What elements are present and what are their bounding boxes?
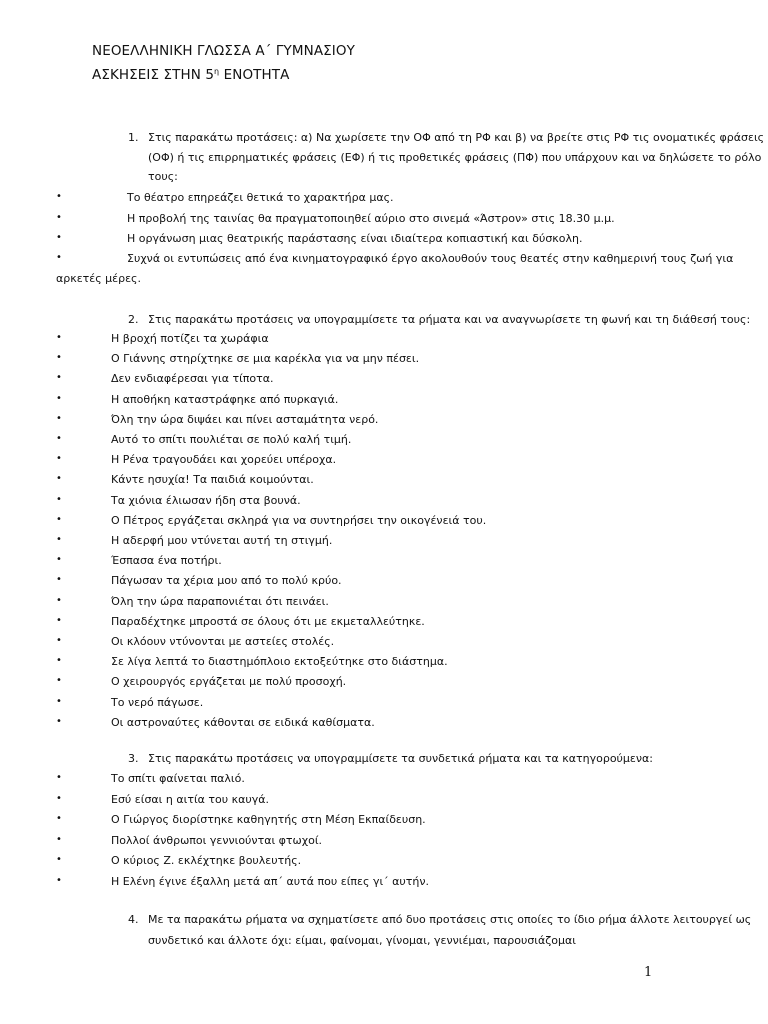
list-item-text: Αυτό το σπίτι πουλιέται σε πολύ καλή τιμή.	[111, 433, 352, 446]
list-item-text: Το θέατρο επηρεάζει θετικά το χαρακτήρα μας.	[127, 191, 394, 204]
bullet-icon: •	[56, 574, 62, 586]
bullet-icon: •	[56, 655, 62, 667]
list-item-text: Τα χιόνια έλιωσαν ήδη στα βουνά.	[111, 493, 301, 507]
bullet-icon: •	[56, 813, 62, 825]
bullet-icon: •	[56, 772, 62, 783]
question-number: 2.	[128, 313, 139, 326]
list-item-text: Η βροχή ποτίζει τα χωράφια	[111, 332, 269, 345]
bullet-icon: •	[56, 513, 62, 525]
list-item-text: Πολλοί άνθρωποι γεννιούνται φτωχοί.	[111, 833, 323, 847]
bullet-icon: •	[56, 792, 62, 804]
list-item-text: Ο χειρουργός εργάζεται με πολύ προσοχή.	[111, 675, 347, 689]
subtitle-text: ΑΣΚΗΣΕΙΣ ΣΤΗΝ 5	[92, 67, 215, 83]
bullet-icon: •	[56, 675, 62, 687]
page-number: 1	[644, 965, 653, 980]
bullet-icon: •	[56, 352, 62, 364]
list-item-text: Κάντε ησυχία! Τα παιδιά κοιμούνται.	[111, 473, 314, 487]
list-item-text: Ο Γιώργος διορίστηκε καθηγητής στη Μέση Εκπαίδευση.	[111, 813, 426, 827]
list-item-text: Ο Πέτρος εργάζεται σκληρά για να συντηρήσει την οικογένειά του.	[111, 513, 487, 527]
list-item-text: Πάγωσαν τα χέρια μου από το πολύ κρύο.	[111, 574, 342, 588]
list-item-text: Εσύ είσαι η αιτία του καυγά.	[111, 792, 269, 806]
list-item-text: Το σπίτι φαίνεται παλιό.	[111, 772, 245, 785]
bullet-icon: •	[56, 191, 62, 202]
list-item-text: Σε λίγα λεπτά το διαστημόπλοιο εκτοξεύτηκε στο διάστημα.	[111, 655, 448, 669]
list-item-text: Όλη την ώρα διψάει και πίνει ασταμάτητα νερό.	[111, 412, 379, 426]
bullet-icon: •	[56, 695, 62, 707]
bullet-icon: •	[56, 453, 62, 465]
bullet-icon: •	[56, 232, 62, 243]
document-title: ΝΕΟΕΛΛΗΝΙΚΗ ΓΛΩΣΣΑ Α΄ ΓΥΜΝΑΣΙΟΥ	[92, 43, 355, 59]
list-item-text: Παραδέχτηκε μπροστά σε όλους ότι με εκμεταλλεύτηκε.	[111, 614, 425, 628]
question-4-text-line1: Με τα παρακάτω ρήματα να σχηματίσετε από δυο προτάσεις στις οποίες το ίδιο ρήμα άλλοτε λειτουργεί ως	[148, 913, 752, 926]
bullet-icon: •	[56, 594, 62, 606]
bullet-icon: •	[56, 534, 62, 545]
question-number: 3.	[128, 752, 139, 765]
bullet-icon: •	[56, 372, 62, 384]
bullet-icon: •	[56, 252, 62, 263]
bullet-icon: •	[56, 433, 62, 444]
list-item-text: Ο κύριος Ζ. εκλέχτηκε βουλευτής.	[111, 854, 302, 868]
subtitle-text-end: ΕΝΟΤΗΤΑ	[219, 67, 290, 83]
list-item-text: Η Ρένα τραγουδάει και χορεύει υπέροχα.	[111, 453, 337, 467]
list-item-text: Η αποθήκη καταστράφηκε από πυρκαγιά.	[111, 392, 339, 406]
list-item-text-continuation: αρκετές μέρες.	[56, 272, 142, 285]
list-item-text: Η αδερφή μου ντύνεται αυτή τη στιγμή.	[111, 534, 333, 547]
bullet-icon: •	[56, 212, 62, 223]
question-number: 4.	[128, 913, 139, 926]
list-item-text: Οι κλόουν ντύνονται με αστείες στολές.	[111, 635, 335, 648]
bullet-icon: •	[56, 635, 62, 646]
bullet-icon: •	[56, 854, 62, 866]
question-1-text-line2: (ΟΦ) ή τις επιρρηματικές φράσεις (ΕΦ) ή τις προθετικές φράσεις (ΠΦ) που υπάρχουν και να δηλώσετε το ρόλο	[148, 151, 762, 164]
bullet-icon: •	[56, 493, 62, 505]
question-number: 1.	[128, 131, 139, 144]
list-item-text: Η προβολή της ταινίας θα πραγματοποιηθεί αύριο στο σινεμά «Άστρον» στις 18.30 μ.μ.	[127, 212, 615, 225]
question-1-text-line1: Στις παρακάτω προτάσεις: α) Να χωρίσετε την ΟΦ από τη ΡΦ και β) να βρείτε στις ΡΦ τις ονοματικές φράσεις	[148, 131, 765, 144]
question-4-text-line2: συνδετικό και άλλοτε όχι: είμαι, φαίνομαι, γίνομαι, γεννιέμαι, παρουσιάζομαι	[148, 934, 576, 947]
bullet-icon: •	[56, 875, 62, 886]
list-item-text: Οι αστροναύτες κάθονται σε ειδικά καθίσματα.	[111, 715, 375, 729]
list-item-text: Συχνά οι εντυπώσεις από ένα κινηματογραφικό έργο ακολουθούν τους θεατές στην καθημερινή τους ζωή για	[127, 252, 734, 265]
question-3-text: Στις παρακάτω προτάσεις να υπογραμμίσετε τα συνδετικά ρήματα και τα κατηγορούμενα:	[148, 752, 653, 765]
ordinal-superscript: η	[214, 67, 220, 76]
list-item-text: Το νερό πάγωσε.	[111, 695, 204, 709]
list-item-text: Δεν ενδιαφέρεσαι για τίποτα.	[111, 372, 274, 386]
bullet-icon: •	[56, 614, 62, 626]
bullet-icon: •	[56, 833, 62, 845]
question-1-text-line3: τους:	[148, 170, 178, 183]
list-item-text: Ο Γιάννης στηρίχτηκε σε μια καρέκλα για να μην πέσει.	[111, 352, 420, 366]
bullet-icon: •	[56, 412, 62, 424]
document-subtitle	[92, 67, 289, 83]
bullet-icon: •	[56, 473, 62, 485]
bullet-icon: •	[56, 715, 62, 727]
list-item-text: Έσπασα ένα ποτήρι.	[111, 554, 222, 568]
list-item-text: Όλη την ώρα παραπονιέται ότι πεινάει.	[111, 594, 329, 608]
question-2-text: Στις παρακάτω προτάσεις να υπογραμμίσετε τα ρήματα και να αναγνωρίσετε τη φωνή και τη διάθεσή τους:	[148, 313, 751, 326]
list-item-text: Η οργάνωση μιας θεατρικής παράστασης είναι ιδιαίτερα κοπιαστική και δύσκολη.	[127, 232, 583, 245]
list-item-text: Η Ελένη έγινε έξαλλη μετά απ΄ αυτά που είπες γι΄ αυτήν.	[111, 875, 430, 888]
bullet-icon: •	[56, 554, 62, 566]
bullet-icon: •	[56, 332, 62, 343]
bullet-icon: •	[56, 392, 62, 404]
